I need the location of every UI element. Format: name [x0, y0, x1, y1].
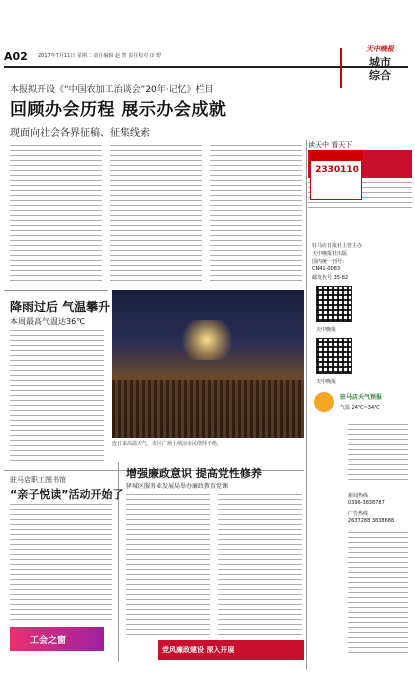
- lead-text-col-3: [210, 145, 302, 283]
- qr-label: 天中晚报: [316, 379, 337, 385]
- news-photo: [112, 290, 304, 438]
- integrity-subhead: 驿城区服务业发展局举办廉政教育党课: [126, 483, 229, 490]
- integrity-text-col-1: [126, 494, 210, 636]
- qr-code: [316, 338, 352, 374]
- paper-name: 天中晚报: [366, 45, 394, 53]
- sidebar-rule: [306, 140, 307, 670]
- sidebar-title: 读天中 看天下: [308, 141, 353, 149]
- divider: [4, 290, 108, 291]
- integrity-headline: 增强廉政意识 提高党性修养: [126, 467, 262, 480]
- integrity-banner: [158, 640, 304, 660]
- integrity-text-col-2: [218, 494, 302, 636]
- sidebar: [308, 140, 412, 670]
- qr-code: [316, 286, 352, 322]
- weather-headline: 降雨过后 气温攀升: [10, 300, 111, 314]
- weather-title: 驻马店天气预报: [340, 394, 383, 401]
- sidebar-footer: [348, 532, 408, 656]
- qr-label: 天中晚报: [316, 327, 337, 333]
- lead-headline: 回顾办会历程 展示办会成就: [10, 100, 227, 120]
- union-banner: [10, 627, 104, 651]
- weather-subhead: 本周最高气温达36℃: [10, 317, 86, 326]
- ad-phone: 2637288 3838688: [348, 518, 395, 524]
- header-rule: [4, 66, 408, 68]
- photo-light: [182, 320, 232, 360]
- issue-meta: 2017年7月11日 星期二 责任编辑 赵 智 责任校对 田 野: [38, 53, 162, 59]
- contact-line: 驻马店日报社主管主办: [312, 243, 363, 249]
- photo-caption: 连日来高温天气，市区广场上纳凉市民络绎不绝。: [112, 441, 223, 447]
- lead-kicker: 本报拟开设《“中国农加工治谈会”20年·记忆》栏目: [10, 85, 214, 95]
- ad-label: 广告热线: [348, 511, 369, 517]
- lottery-top: [311, 151, 363, 161]
- contact-line: 邮发代号 35-82: [312, 275, 349, 281]
- contact-line: 天中晚报社出版: [312, 251, 348, 257]
- hotline-phone: 0396-3838787: [348, 500, 385, 506]
- page-number: A02: [4, 50, 28, 63]
- library-kicker: 驻马店职工图书馆: [10, 476, 66, 484]
- lead-subhead: 现面向社会各界征稿、征集线索: [10, 128, 150, 139]
- section-logo: [350, 44, 410, 94]
- hotline-label: 新闻热线: [348, 493, 369, 499]
- weather-box: [310, 390, 412, 418]
- lead-text-col-1: [10, 145, 102, 283]
- weather-temp: 气温 24℃~34℃: [340, 405, 380, 411]
- photo-crowd: [112, 380, 304, 438]
- page-header: [4, 50, 304, 64]
- contact-line: CN41-0083: [312, 266, 341, 272]
- union-banner-label: 工会之窗: [30, 636, 67, 646]
- lottery-number: 2330110: [315, 165, 359, 175]
- integrity-banner-label: 党风廉政建设 深入开展: [162, 646, 235, 654]
- weather-text: [10, 330, 104, 465]
- contact-line: 国内统一刊号：: [312, 259, 348, 265]
- library-text: [10, 504, 112, 622]
- sun-icon: [314, 392, 334, 412]
- logo-rule: [340, 48, 342, 88]
- lead-text-col-2: [110, 145, 202, 283]
- weather-detail: [348, 424, 408, 484]
- section-name: 城市 综合: [369, 56, 391, 82]
- lottery-box: [310, 150, 362, 200]
- library-headline: “亲子悦读”活动开始了: [10, 488, 124, 501]
